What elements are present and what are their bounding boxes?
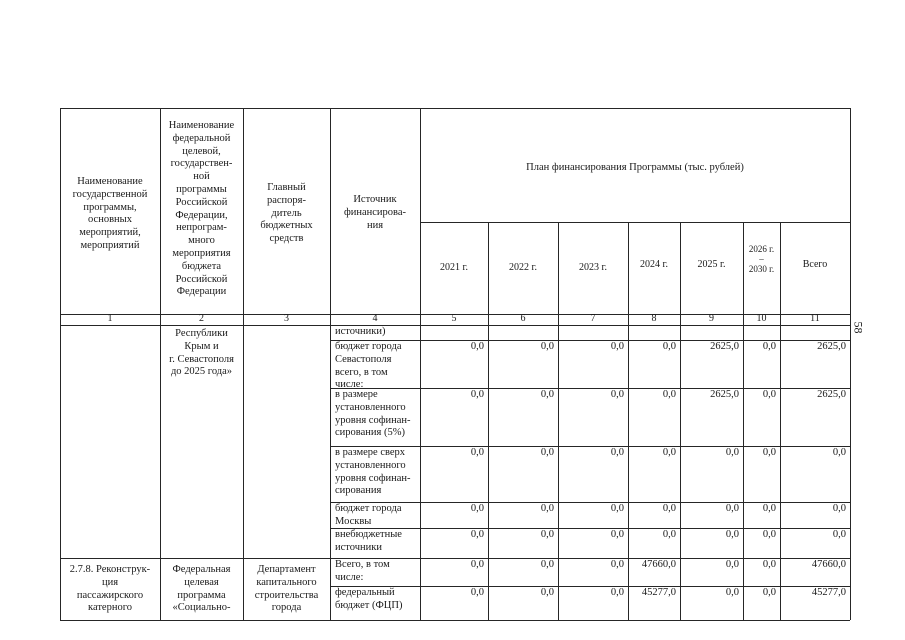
amount-cell: 0,0 [540, 559, 554, 570]
amount-cell: 0,0 [610, 529, 624, 540]
amount-cell: 0,0 [610, 503, 624, 514]
amount-cell: 47660,0 [811, 559, 846, 570]
amount-cell: 0,0 [470, 587, 484, 598]
amount-cell: 0,0 [762, 559, 776, 570]
col-number: 5 [451, 313, 457, 324]
amount-cell: 2625,0 [710, 389, 739, 400]
header-2025: 2025 г. [697, 259, 726, 270]
measure-name: 2.7.8. Реконструк- ция пассажирского катерного [69, 564, 151, 614]
amount-cell: 0,0 [762, 447, 776, 458]
header-2026-2030: 2026 г. – 2030 г. [748, 244, 775, 274]
amount-cell: 47660,0 [641, 559, 676, 570]
manager-name: Департамент капитального строительства города [254, 564, 319, 614]
amount-cell: 2625,0 [817, 341, 846, 352]
amount-cell: 0,0 [470, 389, 484, 400]
amount-cell: 0,0 [725, 559, 739, 570]
amount-cell: 0,0 [540, 503, 554, 514]
amount-cell: 0,0 [470, 503, 484, 514]
amount-cell: 0,0 [725, 503, 739, 514]
amount-cell: 0,0 [832, 447, 846, 458]
left-border [60, 108, 61, 620]
header-plan: План финансирования Программы (тыс. рублей) [526, 162, 744, 173]
amount-cell: 0,0 [470, 447, 484, 458]
col-number: 3 [284, 313, 289, 324]
col-number: 11 [810, 313, 820, 324]
source-tail: источники) [335, 326, 386, 337]
amount-cell: 0,0 [540, 341, 554, 352]
col-number: 2 [199, 313, 204, 324]
col-number: 7 [590, 313, 596, 324]
amount-cell: 0,0 [832, 503, 846, 514]
amount-cell: 0,0 [762, 503, 776, 514]
amount-cell: 0,0 [762, 341, 776, 352]
amount-cell: 2625,0 [710, 341, 739, 352]
amount-cell: 0,0 [762, 587, 776, 598]
plan-split-rule [420, 222, 850, 223]
header-2023: 2023 г. [579, 262, 607, 273]
continued-program-name: Республики Крым и г. Севастополя до 2025 года» [169, 328, 234, 378]
amount-cell: 45277,0 [811, 587, 846, 598]
right-border [850, 108, 851, 620]
col-number: 10 [756, 313, 767, 324]
amount-cell: 0,0 [610, 341, 624, 352]
table-bottom-border [60, 620, 850, 621]
header-source: Источник финансирова- ния [343, 194, 407, 231]
amount-cell: 0,0 [762, 389, 776, 400]
col-number: 6 [520, 313, 526, 324]
amount-cell: 0,0 [662, 389, 676, 400]
header-2024: 2024 г. [640, 259, 668, 270]
amount-cell: 0,0 [610, 587, 624, 598]
amount-cell: 0,0 [662, 529, 676, 540]
amount-cell: 0,0 [832, 529, 846, 540]
header-total: Всего [802, 259, 828, 270]
funding-source: Всего, в том числе: [335, 559, 390, 583]
header-federal-program: Наименование федеральной целевой, государствен- ной программы Российской Федерации, непрограм- много мероприятия бюджета Российской Федерации [168, 120, 235, 298]
col-number: 8 [651, 313, 657, 324]
funding-source: федеральный бюджет (ФЦП) [335, 587, 403, 611]
amount-cell: 0,0 [725, 529, 739, 540]
funding-source: внебюджетные источники [335, 529, 402, 553]
amount-cell: 0,0 [662, 503, 676, 514]
amount-cell: 0,0 [470, 529, 484, 540]
section-rule [60, 558, 330, 559]
funding-source: в размере сверх установленного уровня софинан- сирования [335, 447, 411, 497]
funding-source: в размере установленного уровня софинан- сирования (5%) [335, 389, 411, 439]
amount-cell: 0,0 [540, 447, 554, 458]
col-number: 9 [709, 313, 714, 324]
amount-cell: 0,0 [610, 559, 624, 570]
amount-cell: 0,0 [662, 447, 676, 458]
amount-cell: 0,0 [725, 587, 739, 598]
amount-cell: 0,0 [662, 341, 676, 352]
col-number: 4 [372, 313, 378, 324]
page-number: 58 [851, 321, 866, 334]
header-2021: 2021 г. [440, 262, 468, 273]
amount-cell: 0,0 [540, 587, 554, 598]
header-2022: 2022 г. [509, 262, 537, 273]
federal-program-name: Федеральная целевая программа «Социально- [172, 564, 231, 614]
col-number: 1 [107, 313, 113, 324]
amount-cell: 0,0 [762, 529, 776, 540]
amount-cell: 0,0 [610, 389, 624, 400]
header-manager: Главный распоря- дитель бюджетных средств [260, 182, 313, 245]
funding-source: бюджет города Севастополя всего, в том числе: [335, 341, 402, 391]
amount-cell: 2625,0 [817, 389, 846, 400]
amount-cell: 45277,0 [641, 587, 676, 598]
amount-cell: 0,0 [540, 389, 554, 400]
amount-cell: 0,0 [540, 529, 554, 540]
amount-cell: 0,0 [470, 341, 484, 352]
table-top-border [60, 108, 850, 109]
amount-cell: 0,0 [725, 447, 739, 458]
v-rule [330, 108, 331, 620]
amount-cell: 0,0 [610, 447, 624, 458]
header-program-name: Наименование государственной программы, основных мероприятий, мероприятий [72, 176, 148, 251]
amount-cell: 0,0 [470, 559, 484, 570]
funding-source: бюджет города Москвы [335, 503, 402, 527]
